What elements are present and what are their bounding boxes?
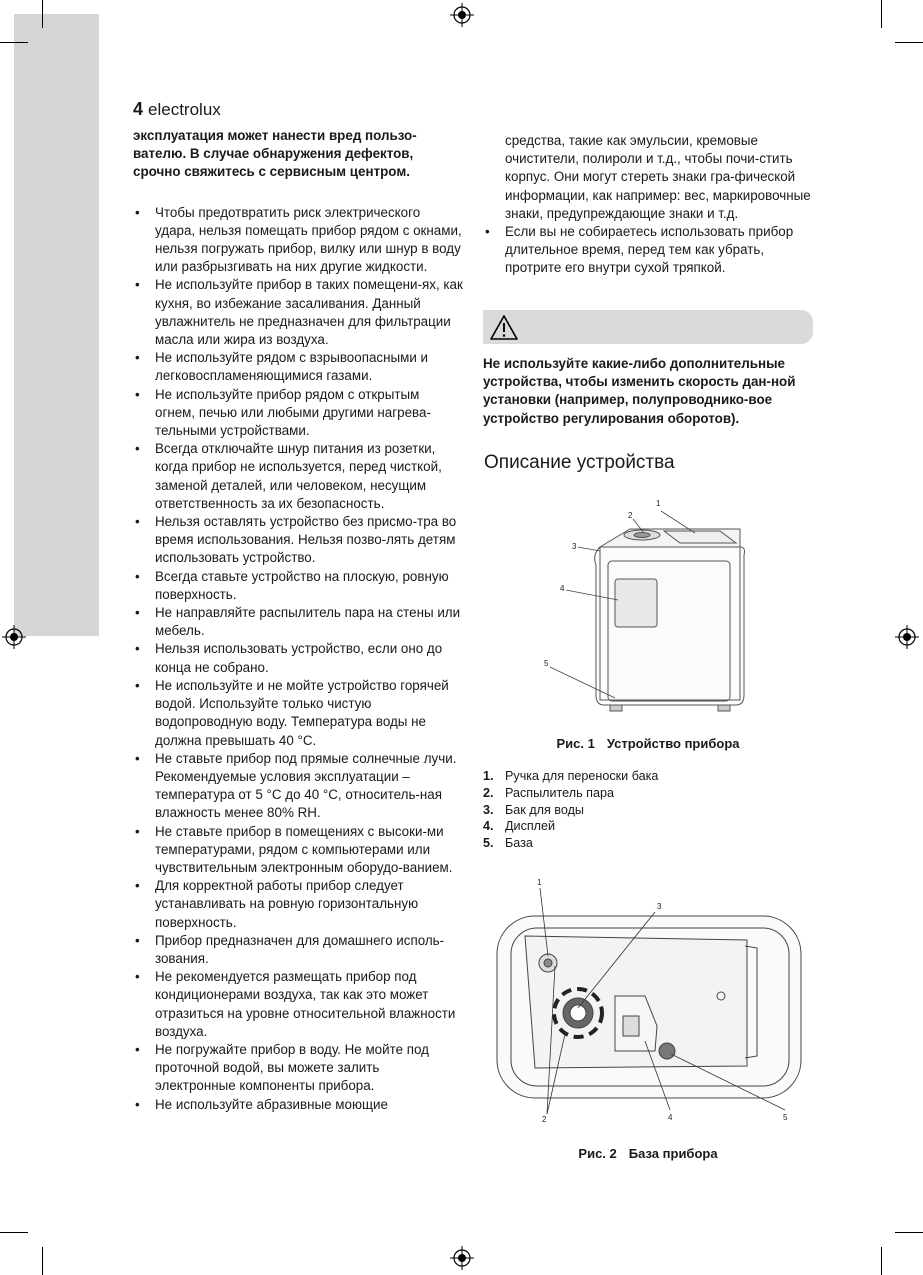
figure-title: База прибора [628, 1146, 718, 1161]
registration-mark-icon [895, 625, 919, 649]
list-item: • Не используйте рядом с взрывоопасными и легковоспламеняющимися газами. [133, 349, 463, 385]
section-title: Описание устройства [484, 452, 675, 473]
figure-callout: 2 [628, 511, 633, 520]
list-item: 1. Ручка для переноски бака [483, 769, 659, 783]
continued-text: средства, такие как эмульсии, кремовые очистители, полироли и т.д., чтобы почи-стить корпус. Они могут стереть знаки гра-фической информации, как например: вес, маркировочные знаки, предупреждающие знаки и т.д. [505, 133, 811, 221]
warning-text: Не используйте какие-либо дополнительные устройства, чтобы изменить скорость дан-ной установки (например, полупроводнико-вое устройство регулирования оборотов). [483, 356, 796, 426]
parts-list [483, 768, 658, 852]
list-item: • Не используйте прибор в таких помещени-ях, как кухня, во избежание засаливания. Данный увлажнитель не предназначен для фильтрации масла или жира из воздуха. [133, 276, 463, 349]
registration-mark-icon [450, 3, 474, 27]
figure-callout: 4 [668, 1113, 673, 1122]
list-item: 2. Распылитель пара [483, 785, 614, 800]
page-number: 4 [133, 99, 144, 119]
list-item: • Если вы не собираетесь использовать прибор длительное время, перед тем как убрать, протрите его внутри сухой тряпкой. [483, 223, 815, 278]
crop-mark [881, 1247, 882, 1275]
left-column [133, 127, 463, 1114]
list-item: • Всегда отключайте шнур питания из розетки, когда прибор не используется, перед чисткой, заменой деталей, или человеком, несущим ответственность за их безопасность. [133, 440, 463, 513]
crop-mark [42, 1247, 43, 1275]
list-item: • Не используйте и не мойте устройство горячей водой. Используйте только чистую водопроводную воду. Температура воды не должна превышать 40 °С. [133, 677, 463, 750]
list-item: 5. База [483, 836, 533, 851]
figure-callout: 1 [537, 878, 542, 887]
warning-triangle-icon [489, 313, 519, 341]
crop-mark [42, 0, 43, 28]
list-item: • Не используйте прибор рядом с открытым огнем, печью или любыми другими нагрева-тельными устройствами. [133, 386, 463, 441]
registration-mark-icon [2, 625, 26, 649]
figure-callout: 1 [656, 499, 661, 508]
right-column [483, 132, 815, 278]
figure-number: Рис. 2 [578, 1146, 617, 1161]
figure-callout: 3 [572, 542, 577, 551]
list-item: • Нельзя использовать устройство, если оно до конца не собрано. [133, 640, 463, 676]
figure-caption [483, 1146, 813, 1161]
figure-number: Рис. 1 [556, 736, 595, 751]
list-item: • Не ставьте прибор в помещениях с высоки-ми температурами, рядом с компьютерами или чувствительным электронным оборудо-ванием. [133, 823, 463, 878]
figure-base [495, 876, 815, 1126]
list-item: • Не погружайте прибор в воду. Не мойте под проточной водой, вы можете залить электронные компоненты прибора. [133, 1041, 463, 1096]
list-item: 4. Дисплей [483, 819, 556, 834]
list-item: 3. Бак для воды [483, 802, 584, 817]
list-item: • Чтобы предотвратить риск электрического удара, нельзя помещать прибор рядом с окнами, нельзя погружать прибор, вилку или шнур в воду или разбрызгивать на них другие жидкости. [133, 204, 463, 277]
figure-title: Устройство прибора [606, 736, 740, 751]
figure-callout: 5 [544, 659, 549, 668]
figure-callout: 3 [657, 902, 662, 911]
crop-mark [895, 42, 923, 43]
list-item: • Всегда ставьте устройство на плоскую, ровную поверхность. [133, 568, 463, 604]
page-header [133, 99, 221, 120]
list-item: • Для корректной работы прибор следует устанавливать на ровную горизонтальную поверхность. [133, 877, 463, 932]
intro-warning: эксплуатация может нанести вред пользо-вателю. В случае обнаружения дефектов, срочно свяжитесь с сервисным центром. [133, 128, 417, 180]
list-item: • Не используйте абразивные моющие [133, 1096, 463, 1114]
safety-list [133, 204, 463, 1114]
registration-mark-icon [450, 1246, 474, 1270]
list-item: • Не рекомендуется размещать прибор под кондиционерами воздуха, так как это может отразиться на уровне относительной влажности воздуха. [133, 968, 463, 1041]
figure-callout: 4 [560, 584, 565, 593]
figure-caption [483, 736, 813, 751]
figure-humidifier [544, 495, 760, 725]
list-item: • Не ставьте прибор под прямые солнечные лучи. Рекомендуемые условия эксплуатации – температура от 5 °С до 40 °С, относитель-ная влажность менее 80% RH. [133, 750, 463, 823]
list-item: • Нельзя оставлять устройство без присмо-тра во время использования. Нельзя позво-лять детям использовать устройство. [133, 513, 463, 568]
crop-mark [0, 1232, 28, 1233]
brand-name: electrolux [148, 100, 221, 119]
list-item: • Не направляйте распылитель пара на стены или мебель. [133, 604, 463, 640]
crop-mark [881, 0, 882, 28]
warning-banner [483, 310, 813, 344]
crop-mark [895, 1232, 923, 1233]
figure-callout: 5 [783, 1113, 788, 1122]
side-tab [14, 14, 99, 636]
figure-callout: 2 [542, 1115, 547, 1124]
safety-list-continued [483, 223, 815, 278]
list-item: • Прибор предназначен для домашнего исполь-зования. [133, 932, 463, 968]
crop-mark [0, 42, 28, 43]
